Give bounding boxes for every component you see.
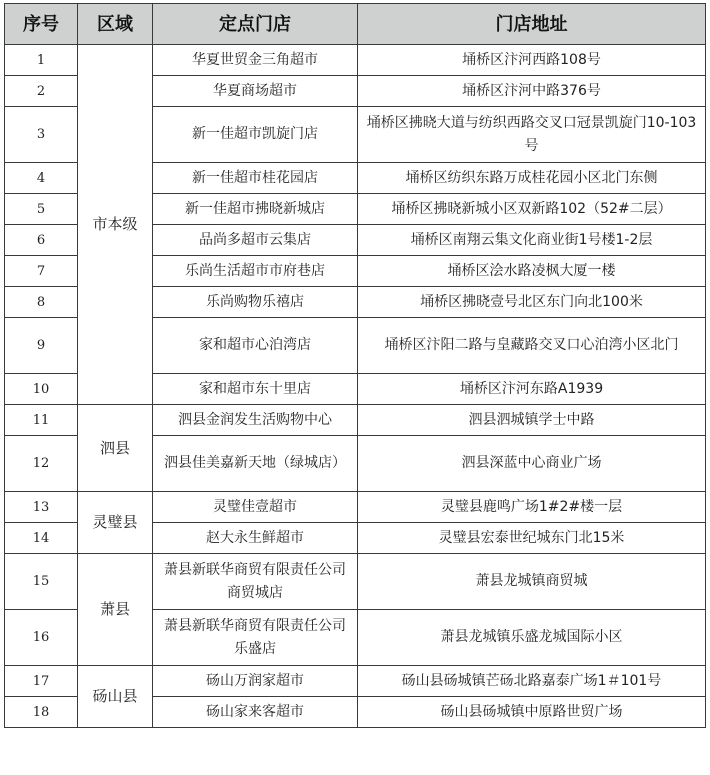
row-no: 1 <box>5 45 78 76</box>
store-address: 砀山县砀城镇芒砀北路嘉泰广场1＃101号 <box>358 666 706 697</box>
store-address: 灵璧县宏泰世纪城东门北15米 <box>358 523 706 554</box>
store-name: 萧县新联华商贸有限责任公司乐盛店 <box>153 610 358 666</box>
row-no: 7 <box>5 256 78 287</box>
store-name: 乐尚购物乐禧店 <box>153 287 358 318</box>
store-name: 新一佳超市凯旋门店 <box>153 107 358 163</box>
store-name: 灵璧佳壹超市 <box>153 492 358 523</box>
store-name: 华夏世贸金三角超市 <box>153 45 358 76</box>
store-address: 埇桥区汴阳二路与皇藏路交叉口心泊湾小区北门 <box>358 318 706 374</box>
row-no: 6 <box>5 225 78 256</box>
store-address: 萧县龙城镇乐盛龙城国际小区 <box>358 610 706 666</box>
row-no: 17 <box>5 666 78 697</box>
row-no: 15 <box>5 554 78 610</box>
region-cell: 泗县 <box>78 405 153 492</box>
store-address: 埇桥区汴河东路A1939 <box>358 374 706 405</box>
store-name: 新一佳超市拂晓新城店 <box>153 194 358 225</box>
region-cell: 砀山县 <box>78 666 153 728</box>
header-address: 门店地址 <box>358 4 706 45</box>
row-no: 14 <box>5 523 78 554</box>
store-name: 砀山万润家超市 <box>153 666 358 697</box>
store-address: 埇桥区拂晓新城小区双新路102（52#二层） <box>358 194 706 225</box>
store-address: 萧县龙城镇商贸城 <box>358 554 706 610</box>
store-address: 埇桥区拂晓壹号北区东门向北100米 <box>358 287 706 318</box>
row-no: 12 <box>5 436 78 492</box>
store-name: 华夏商场超市 <box>153 76 358 107</box>
store-table <box>4 3 706 728</box>
row-no: 3 <box>5 107 78 163</box>
store-name: 萧县新联华商贸有限责任公司商贸城店 <box>153 554 358 610</box>
store-address: 埇桥区南翔云集文化商业街1号楼1-2层 <box>358 225 706 256</box>
header-region: 区域 <box>78 4 153 45</box>
region-cell: 市本级 <box>78 45 153 405</box>
header-store: 定点门店 <box>153 4 358 45</box>
table-row <box>5 45 706 76</box>
store-name: 泗县佳美嘉新天地（绿城店） <box>153 436 358 492</box>
region-cell: 灵璧县 <box>78 492 153 554</box>
row-no: 13 <box>5 492 78 523</box>
store-name: 家和超市东十里店 <box>153 374 358 405</box>
row-no: 10 <box>5 374 78 405</box>
store-name: 家和超市心泊湾店 <box>153 318 358 374</box>
row-no: 4 <box>5 163 78 194</box>
header-no: 序号 <box>5 4 78 45</box>
store-name: 泗县金润发生活购物中心 <box>153 405 358 436</box>
table-row <box>5 405 706 436</box>
store-address: 灵璧县鹿鸣广场1#2#楼一层 <box>358 492 706 523</box>
store-address: 埇桥区拂晓大道与纺织西路交叉口冠景凯旋门10-103号 <box>358 107 706 163</box>
row-no: 8 <box>5 287 78 318</box>
store-address: 泗县深蓝中心商业广场 <box>358 436 706 492</box>
row-no: 2 <box>5 76 78 107</box>
table-row <box>5 666 706 697</box>
store-address: 埇桥区浍水路凌枫大厦一楼 <box>358 256 706 287</box>
store-name: 新一佳超市桂花园店 <box>153 163 358 194</box>
store-name: 乐尚生活超市市府巷店 <box>153 256 358 287</box>
header-row <box>5 4 706 45</box>
store-name: 品尚多超市云集店 <box>153 225 358 256</box>
row-no: 18 <box>5 697 78 728</box>
store-address: 砀山县砀城镇中原路世贸广场 <box>358 697 706 728</box>
store-name: 赵大永生鲜超市 <box>153 523 358 554</box>
store-address: 埇桥区纺织东路万成桂花园小区北门东侧 <box>358 163 706 194</box>
store-address: 埇桥区汴河中路376号 <box>358 76 706 107</box>
row-no: 9 <box>5 318 78 374</box>
store-name: 砀山家来客超市 <box>153 697 358 728</box>
table-row <box>5 492 706 523</box>
store-address: 埇桥区汴河西路108号 <box>358 45 706 76</box>
row-no: 16 <box>5 610 78 666</box>
store-address: 泗县泗城镇学士中路 <box>358 405 706 436</box>
table-row <box>5 554 706 610</box>
region-cell: 萧县 <box>78 554 153 666</box>
row-no: 11 <box>5 405 78 436</box>
row-no: 5 <box>5 194 78 225</box>
